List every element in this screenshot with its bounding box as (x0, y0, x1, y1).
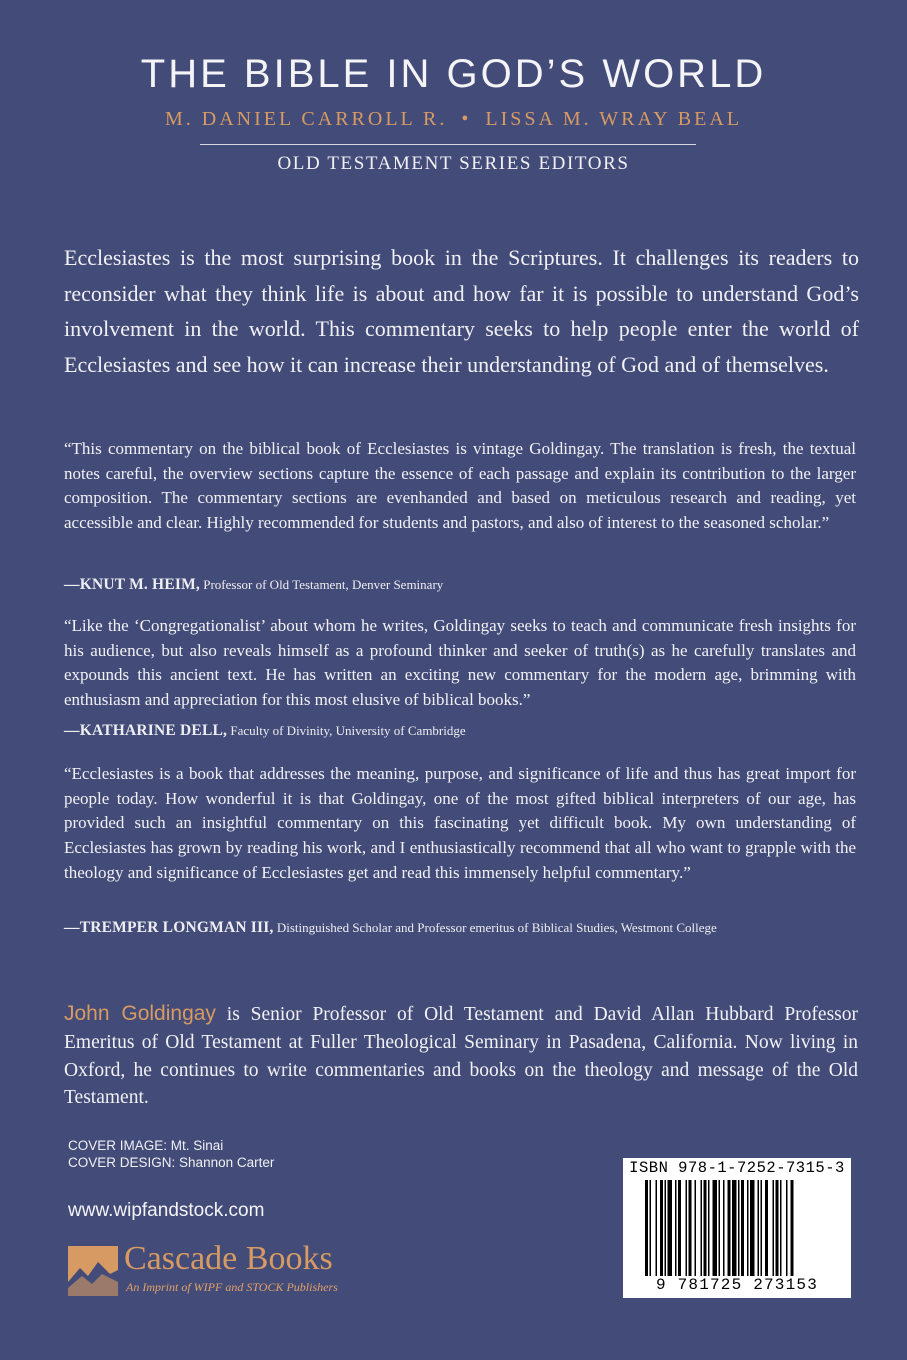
barcode-bar (686, 1180, 688, 1276)
cover-image-value: Mt. Sinai (170, 1138, 224, 1153)
barcode-bar (728, 1180, 731, 1276)
publisher-name: Cascade Books (124, 1240, 333, 1277)
barcode-bar (656, 1180, 658, 1276)
barcode-bar (741, 1180, 744, 1276)
barcode-bar (645, 1180, 648, 1276)
barcode-bar (750, 1180, 755, 1276)
barcode-bar (732, 1180, 737, 1276)
barcode-bar (689, 1180, 692, 1276)
barcode-bar (747, 1180, 749, 1276)
endorsement-attribution-2 (64, 722, 466, 740)
barcode-bar (773, 1180, 775, 1276)
isbn-barcode (623, 1158, 851, 1298)
cover-image-label: COVER IMAGE: (68, 1138, 168, 1153)
mountain-logo-icon (68, 1246, 118, 1296)
endorsement-attribution-3 (64, 919, 717, 937)
series-editors (0, 108, 907, 131)
editor-name-1: M. DANIEL CARROLL R. (164, 108, 448, 130)
isbn-label: ISBN 978-1-7252-7315-3 (629, 1159, 845, 1177)
barcode-bar (678, 1180, 681, 1276)
barcode-bar (776, 1180, 779, 1276)
barcode-bar (704, 1180, 707, 1276)
barcode-bar (738, 1180, 740, 1276)
barcode-bar (719, 1180, 721, 1276)
barcode-digits: 9 781725 273153 (655, 1276, 819, 1294)
series-title: THE BIBLE IN GOD’S WORLD (140, 52, 767, 96)
endorser-name: —KNUT M. HEIM, (64, 576, 200, 593)
barcode-bar (701, 1180, 703, 1276)
barcode-bar (650, 1180, 652, 1276)
barcode-bar (780, 1180, 782, 1276)
barcode-bar (786, 1180, 788, 1276)
barcode-bar (665, 1180, 667, 1276)
cover-credits (68, 1137, 274, 1171)
endorser-name: —TREMPER LONGMAN III, (64, 919, 274, 936)
header-divider (200, 144, 696, 145)
barcode-bar (668, 1180, 673, 1276)
endorsement-quote-2: “Like the ‘Congregationalist’ about whom he writes, Goldingay seeks to teach and communicate fresh insights for his audience, but also reveals himself as a profound thinker and seeker of truth(s) as he carefully translates and expounds this ancient text. He has written an exciting new commentary for the modern age, brimming with enthusiasm and appreciation for this most elusive of biblical books.” (64, 616, 856, 710)
barcode-bar (723, 1180, 725, 1276)
barcode-bar (713, 1180, 718, 1276)
barcode-bar (660, 1180, 663, 1276)
author-bio (64, 1000, 858, 1112)
cover-design-credit (68, 1154, 274, 1171)
endorser-affiliation: Faculty of Divinity, University of Cambridge (230, 723, 466, 738)
book-description: Ecclesiastes is the most surprising book in the Scriptures. It challenges its readers to reconsider what they think life is about and how far it is possible to understand God’s involvement in the world. This commentary seeks to help people enter the world of Ecclesiastes and see how it can increase their understanding of God and of themselves. (64, 245, 859, 377)
barcode-bar (761, 1180, 763, 1276)
barcode-bar (695, 1180, 697, 1276)
publisher-imprint: An Imprint of WIPF and STOCK Publishers (126, 1280, 338, 1294)
publisher-website: www.wipfandstock.com (68, 1200, 265, 1221)
barcode-bar (765, 1180, 768, 1276)
cover-design-label: COVER DESIGN: (68, 1155, 176, 1170)
editor-separator: • (461, 108, 472, 130)
endorser-name: —KATHARINE DELL, (64, 722, 228, 739)
editor-name-2: LISSA M. WRAY BEAL (485, 108, 743, 130)
author-bio-text: is Senior Professor of Old Testament and David Allan Hubbard Professor Emeritus of Old Testament at Fuller Theological Seminary in Pasadena, California. Now living in Oxford, he continues to write commentaries and books on the theology and message of the Old Testament. (64, 1004, 858, 1109)
barcode-bar (708, 1180, 710, 1276)
author-name: John Goldingay (64, 1002, 216, 1025)
endorser-affiliation: Distinguished Scholar and Professor emeritus of Biblical Studies, Westmont College (276, 920, 717, 935)
endorser-affiliation: Professor of Old Testament, Denver Seminary (203, 577, 444, 592)
endorsement-attribution-1 (64, 576, 443, 594)
barcode-bars (631, 1180, 843, 1276)
endorsement-quote-1: “This commentary on the biblical book of Ecclesiastes is vintage Goldingay. The translation is fresh, the textual notes careful, the overview sections capture the essence of each passage and explain its contribution to the larger composition. The commentary sections are evenhanded and based on meticulous research and reading, yet accessible and clear. Highly recommended for students and pastors, and also of interest to the seasoned scholar.” (64, 439, 856, 533)
cover-design-value: Shannon Carter (179, 1155, 275, 1170)
barcode-bar (758, 1180, 760, 1276)
barcode-bar (675, 1180, 677, 1276)
editors-label: OLD TESTAMENT SERIES EDITORS (277, 153, 630, 174)
barcode-bar (791, 1180, 794, 1276)
cover-image-credit (68, 1137, 274, 1154)
endorsement-quote-3: “Ecclesiastes is a book that addresses the meaning, purpose, and significance of life and thus has great import for people today. How wonderful it is that Goldingay, one of the most gifted biblical interpreters of our age, has provided such an insightful commentary on this fascinating yet difficult book. My own understanding of Ecclesiastes has grown by reading his work, and I enthusiastically recommend that all who want to grapple with the theology and significance of Ecclesiastes get and read this immensely helpful commentary.” (64, 764, 856, 882)
publisher-logo (68, 1240, 398, 1300)
